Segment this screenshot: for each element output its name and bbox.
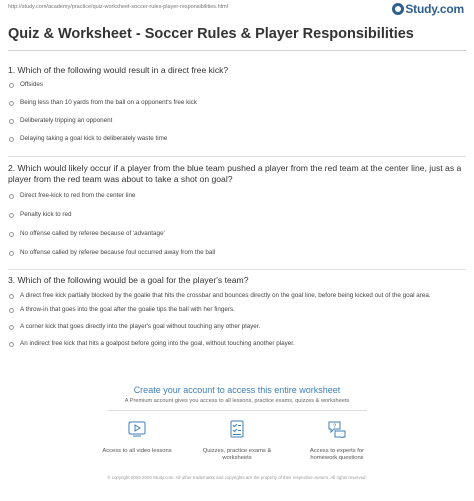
answer-option[interactable] (8, 292, 468, 300)
question-text: 2. Which would likely occur if a player from the blue team pushed a player from the red team at the center line, just as a player from the red team was about to take a shot on goal? (8, 163, 462, 184)
promo-divider (107, 410, 367, 411)
page-title: Quiz & Worksheet - Soccer Rules & Player Responsibilities (8, 26, 414, 42)
premium-features (92, 420, 382, 470)
answer-option[interactable] (8, 117, 468, 125)
answer-option-label: An indirect free kick that hits a goalpost before going into the goal, without touching another player. (20, 340, 295, 347)
radio-button[interactable] (9, 119, 14, 124)
answer-option[interactable] (8, 192, 468, 200)
question-text: 3. Which of the following would be a goal for the player's team? (8, 275, 249, 285)
answer-option-label: Deliberately tripping an opponent (20, 117, 113, 124)
quiz-worksheets-icon (227, 420, 247, 438)
radio-button[interactable] (9, 101, 14, 106)
answer-option[interactable] (8, 306, 468, 314)
top-bar (0, 0, 474, 20)
page-url: http://study.com/academy/practice/quiz-worksheet-soccer-rules-player-responsibilities.html (8, 4, 228, 10)
title-divider (8, 50, 466, 51)
answer-options (8, 192, 468, 257)
experts-chat-icon (327, 420, 347, 438)
answer-option-label: Penalty kick to red (20, 211, 72, 218)
question-divider (8, 156, 466, 157)
radio-button[interactable] (9, 194, 14, 199)
feature-label: Access to all video lessons (102, 448, 172, 454)
radio-button[interactable] (9, 294, 14, 299)
answer-option-label: Delaying taking a goal kick to deliberately waste time (20, 135, 168, 142)
answer-option-label: No offense called by referee because of 'advantage' (20, 230, 165, 237)
feature-experts (297, 420, 377, 462)
feature-label: Quizzes, practice exams & worksheets (202, 448, 272, 461)
svg-text:?: ? (332, 424, 337, 430)
radio-button[interactable] (9, 308, 14, 313)
radio-button[interactable] (9, 137, 14, 142)
answer-options (8, 81, 468, 143)
feature-label: Access to experts for homework questions (309, 448, 365, 461)
logo-text: Study.com (405, 2, 464, 16)
answer-option-label: Being less than 10 yards from the ball on a opponent's free kick (20, 99, 197, 106)
radio-button[interactable] (9, 213, 14, 218)
answer-options (8, 292, 468, 348)
feature-quizzes-worksheets (197, 420, 277, 462)
answer-option[interactable] (8, 340, 468, 348)
promo-subtitle: A Premium account gives you access to all lessons, practice exams, quizzes & worksheets (124, 398, 350, 404)
answer-option[interactable] (8, 81, 468, 89)
study-logo-icon (392, 3, 404, 15)
copyright-footer: © copyright 2003-2020 Study.com. All other trademarks and copyrights are the property of their respective owners. All rights reserved. (107, 475, 367, 480)
answer-option-label: Direct free-kick to red from the center line (20, 192, 136, 199)
radio-button[interactable] (9, 251, 14, 256)
radio-button[interactable] (9, 232, 14, 237)
promo-title[interactable]: Create your account to access this entire worksheet (133, 385, 341, 395)
study-logo[interactable] (392, 2, 464, 16)
question-3 (8, 275, 468, 348)
answer-option[interactable] (8, 249, 468, 257)
answer-option[interactable] (8, 99, 468, 107)
question-1 (8, 65, 468, 143)
answer-option[interactable] (8, 230, 468, 238)
answer-option-label: No offense called by referee because foul occurred away from the ball (20, 249, 216, 256)
radio-button[interactable] (9, 342, 14, 347)
answer-option-label: A corner kick that goes directly into the player's goal without touching any other player. (20, 323, 261, 330)
answer-option[interactable] (8, 135, 468, 143)
feature-video-lessons (97, 420, 177, 455)
question-text: 1. Which of the following would result in a direct free kick? (8, 65, 229, 75)
answer-option-label: Offsides (20, 81, 43, 88)
answer-option[interactable] (8, 323, 468, 331)
radio-button[interactable] (9, 325, 14, 330)
answer-option-label: A direct free kick partially blocked by the goalie that hits the crossbar and bounces directly on the goal line, before being kicked out of the goal area. (20, 292, 431, 299)
question-2 (8, 163, 468, 257)
radio-button[interactable] (9, 83, 14, 88)
answer-option[interactable] (8, 211, 468, 219)
video-lessons-icon (127, 420, 147, 438)
premium-promo (90, 385, 384, 411)
answer-option-label: A throw-in that goes into the goal after the goalie tips the ball with her fingers. (20, 306, 235, 313)
question-divider (8, 269, 466, 270)
